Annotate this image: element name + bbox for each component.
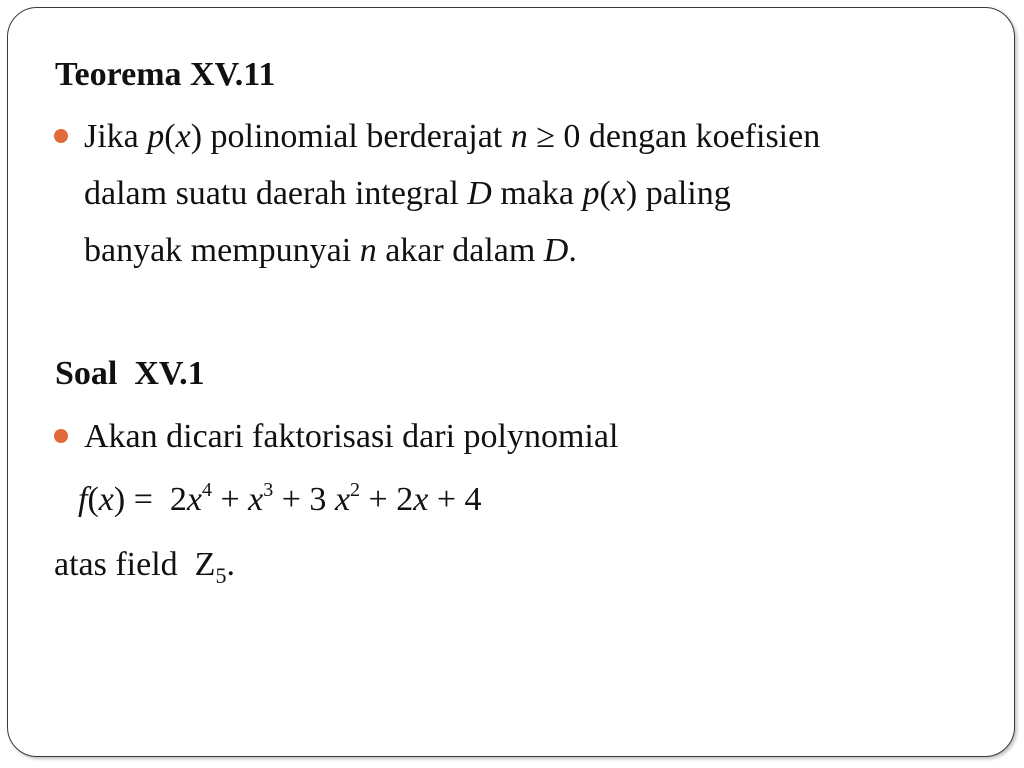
bullet-dot-icon	[54, 129, 68, 143]
problem-text: Akan dicari faktorisasi dari polynomial	[84, 418, 619, 455]
theorem-text	[84, 108, 984, 279]
theorem-line-3: banyak mempunyai n akar dalam D.	[84, 232, 577, 269]
theorem-line-1: Jika p(x) polinomial berderajat n ≥ 0 dengan koefisien	[84, 118, 821, 155]
bullet-dot-icon	[54, 429, 68, 443]
field-statement: atas field $Z_5$.	[54, 546, 235, 588]
theorem-line-2: dalam suatu daerah integral D maka p(x) paling	[84, 175, 731, 212]
problem-title: Soal XV.1	[55, 355, 205, 392]
theorem-title: Teorema XV.11	[55, 56, 276, 93]
polynomial-formula: $f(x) = 2x^4 + x^3 + 3$ $x^2 + 2x + 4$	[78, 479, 482, 518]
